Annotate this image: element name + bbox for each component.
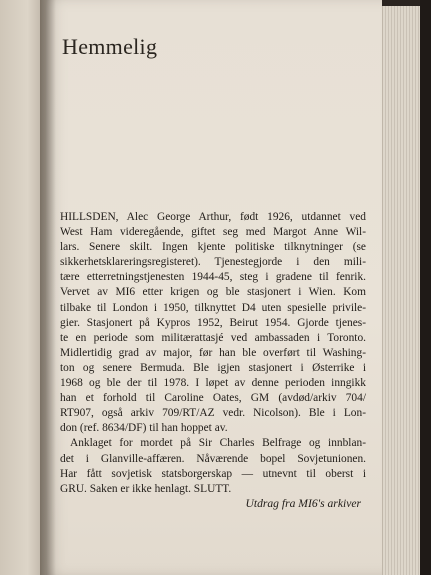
text-line: te en periode som militærattasjé ved ambassaden i Toronto.	[60, 331, 366, 344]
paragraph-dossier	[60, 210, 366, 436]
page-stack-edge	[382, 6, 425, 575]
text-line: ton og senere Bermuda. Ble igjen stasjonert i Østerrike i	[60, 361, 366, 374]
dossier-text	[60, 210, 366, 497]
chapter-title: Hemmelig	[62, 34, 158, 59]
paragraph-status	[60, 436, 366, 496]
text-line: West Ham videregående, giftet seg med Margot Anne Wil-	[60, 226, 366, 239]
text-line: han et forhold til Caroline Oates, GM (avdød/arkiv 704/	[60, 392, 366, 405]
text-line: sikkerhetsklareringsregisteret). Tjenestegjorde i den mili-	[60, 256, 366, 269]
text-line: HILLSDEN, Alec George Arthur, født 1926, utdannet ved	[60, 211, 366, 223]
text-line: Anklaget for mordet på Sir Charles Belfrage og innblan-	[70, 437, 366, 450]
text-line: tære etterretningstjenesten 1944-45, steg i gradene til fenrik.	[60, 271, 366, 284]
background-shadow	[420, 0, 431, 575]
text-line: det i Glanville-affæren. Nåværende bopel Sovjetunionen.	[60, 452, 366, 465]
source-caption: Utdrag fra MI6's arkiver	[245, 497, 361, 510]
text-line: gier. Stasjonert på Kypros 1952, Beirut 1954. Gjorde tjenes-	[60, 316, 366, 329]
text-line: RT907, også arkiv 709/RT/AZ vedr. Nicolson). Ble i Lon-	[60, 407, 366, 420]
text-line: don (ref. 8634/DF) til han hoppet av.	[60, 422, 228, 435]
text-line: Vervet av MI6 etter krigen og ble stasjonert i Wien. Kom	[60, 286, 366, 299]
text-line: GRU. Saken er ikke henlagt. SLUTT.	[60, 482, 232, 495]
book-gutter	[40, 0, 56, 575]
text-line: Har fått sovjetisk statsborgerskap — utnevnt til oberst i	[60, 467, 366, 480]
text-line: 1968 og ble der til 1978. I løpet av denne perioden inngikk	[60, 377, 366, 390]
text-line: lars. Senere skilt. Ingen kjente politiske tilknytninger (se	[60, 241, 366, 254]
text-line: tilbake til London i 1950, tilknyttet D4 uten spesielle privile-	[60, 301, 366, 314]
text-line: Midlertidig grad av major, før han ble overført til Washing-	[60, 346, 366, 359]
